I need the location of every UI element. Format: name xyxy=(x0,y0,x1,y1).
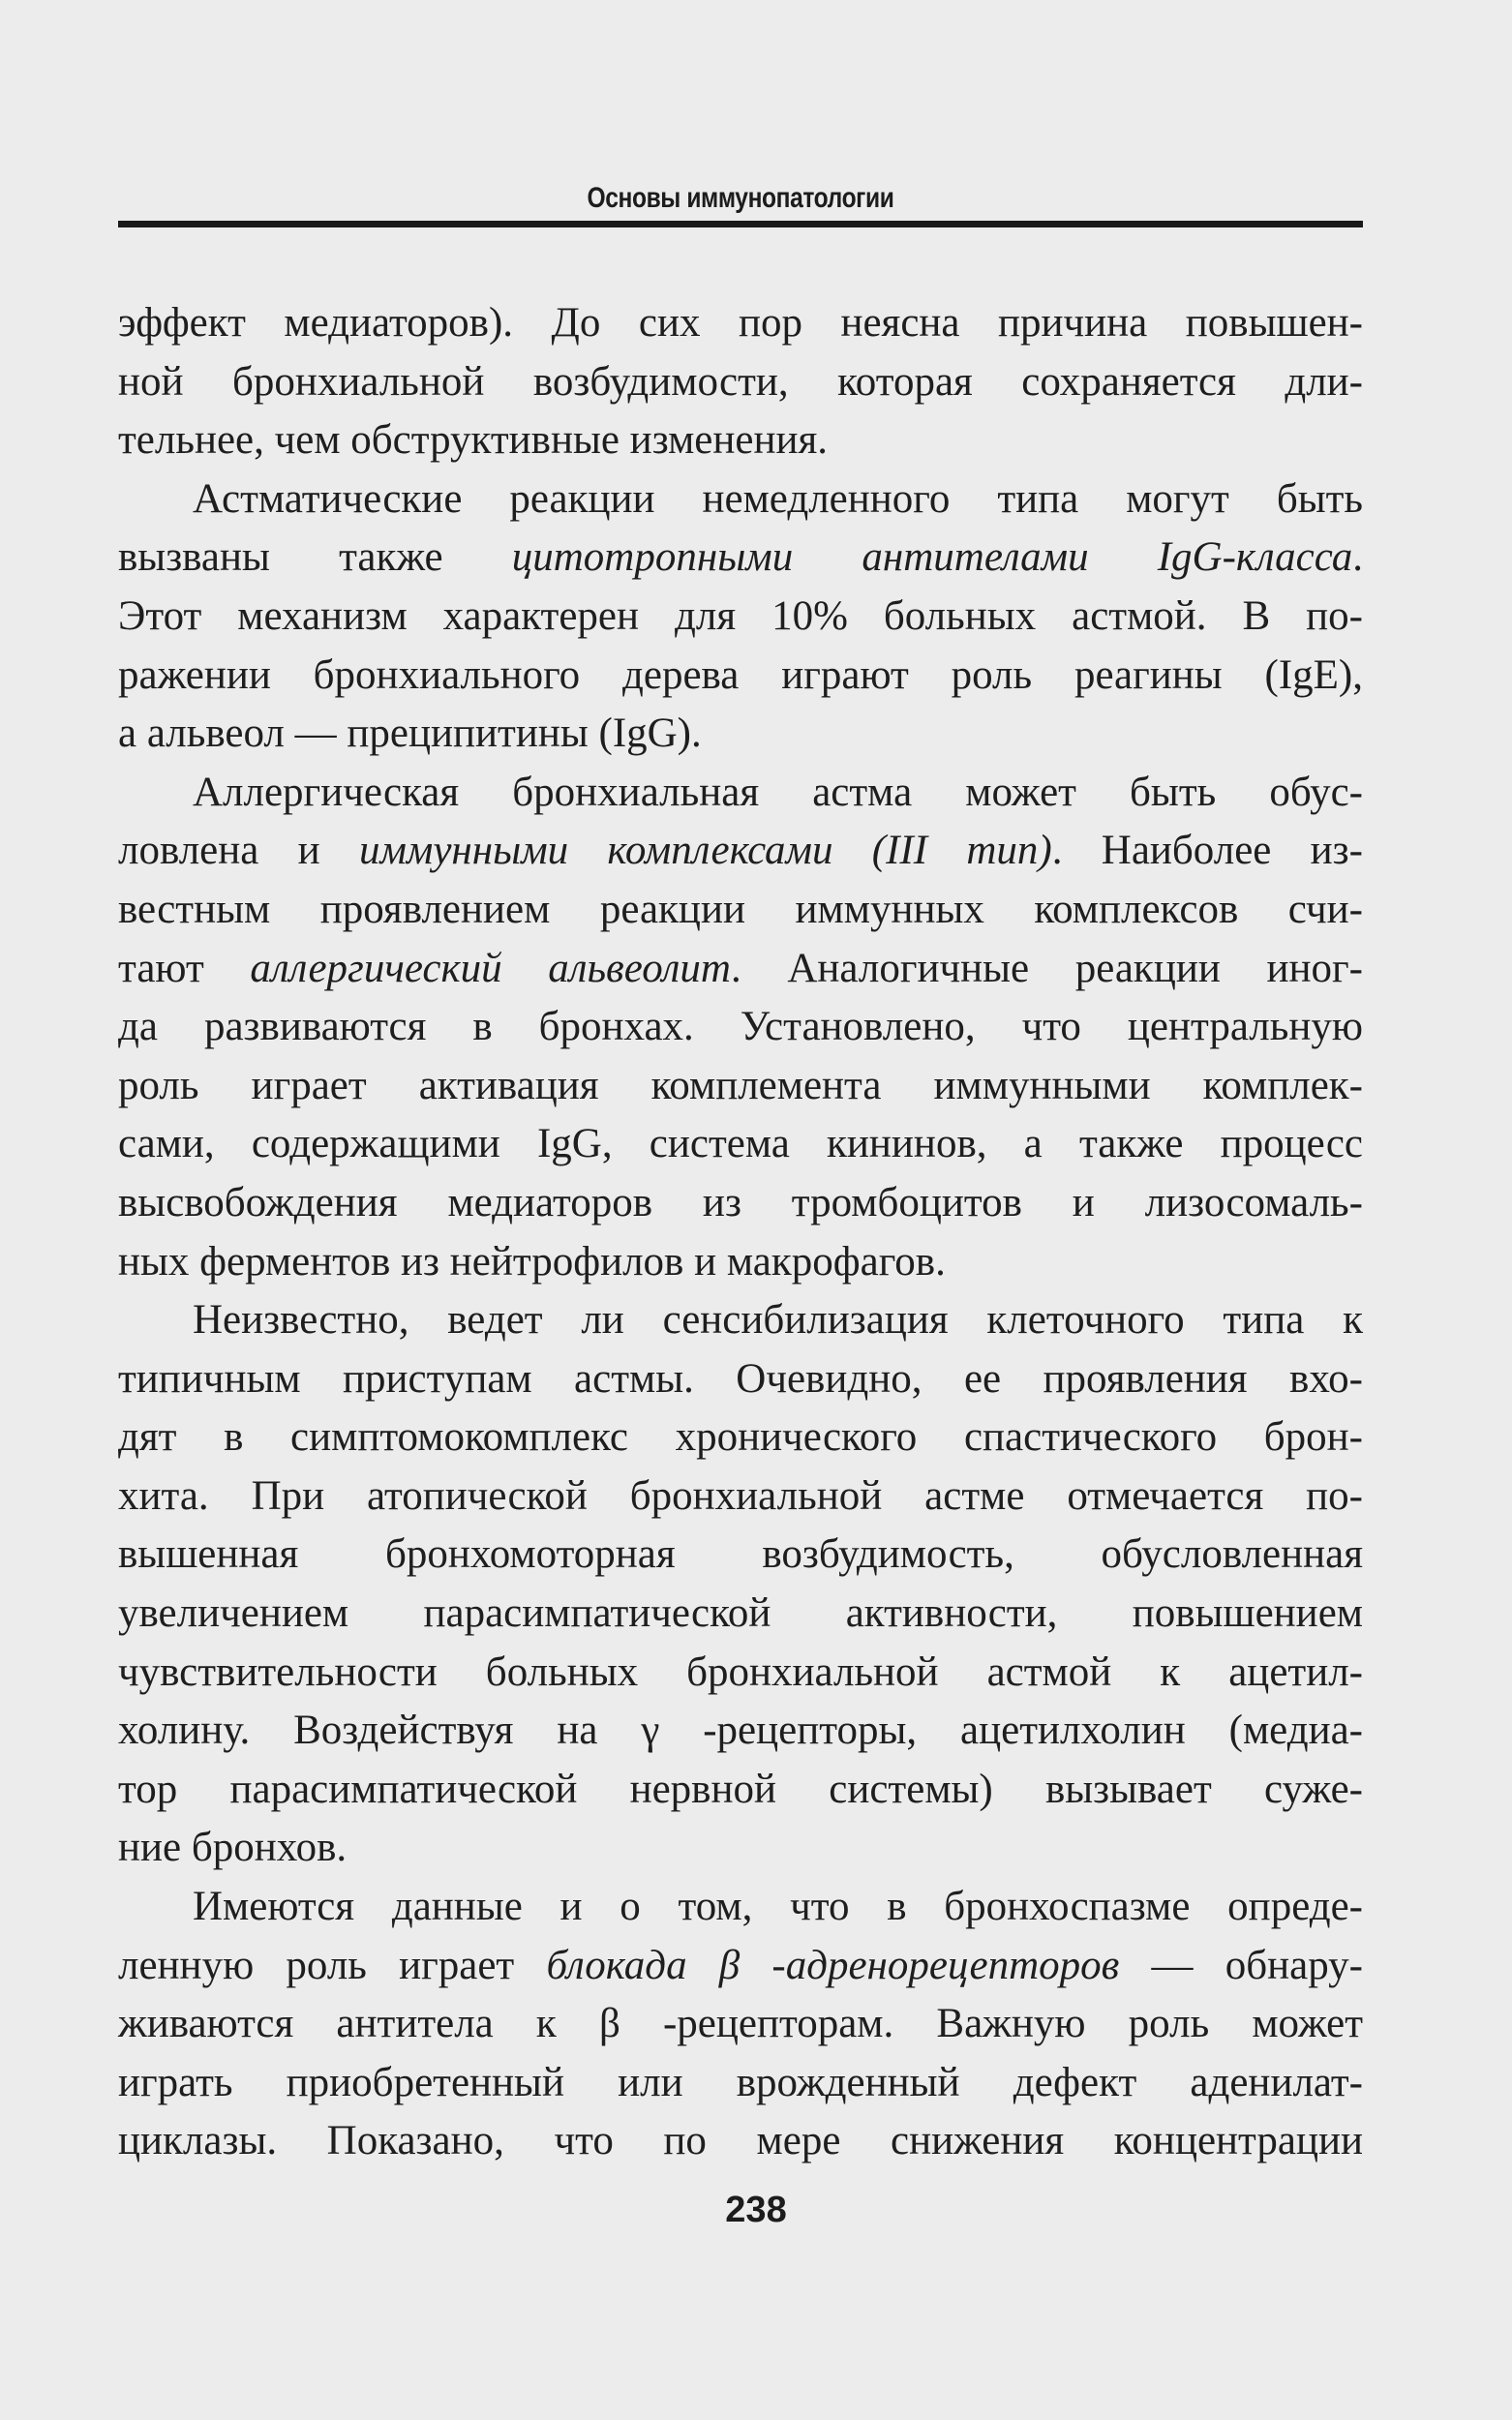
text-run: чувствительности больных бронхиальной астмой к ацетил- xyxy=(118,1649,1363,1695)
text-run: дят в симптомокомплекс хронического спастического брон- xyxy=(118,1414,1363,1461)
text-line xyxy=(118,647,1363,706)
text-line xyxy=(118,1233,1363,1292)
page-number: 238 xyxy=(725,2190,787,2230)
text-run: холину. Воздействуя на γ -рецепторы, ацетилхолин (медиа- xyxy=(118,1708,1363,1754)
text-line xyxy=(118,1644,1363,1703)
text-line xyxy=(118,1937,1363,1996)
running-head: Основы иммунопатологии xyxy=(587,182,894,214)
text-run: сами, содержащими IgG, система кининов, а также процесс xyxy=(118,1121,1363,1167)
emphasis-text: иммунными комплексами (III тип) xyxy=(358,828,1052,874)
text-line xyxy=(118,1702,1363,1761)
text-line xyxy=(118,1819,1363,1878)
paragraph xyxy=(118,764,1363,1291)
text-run: . Наиболее из- xyxy=(1051,828,1363,874)
text-line xyxy=(118,881,1363,940)
text-run: эффект медиаторов). До сих пор неясна причина повышен- xyxy=(118,300,1363,346)
header-rule xyxy=(118,221,1363,227)
text-line xyxy=(118,764,1363,823)
text-run: играть приобретенный или врожденный дефект аденилат- xyxy=(118,2059,1363,2105)
text-run: тор парасимпатической нервной системы) вызывает суже- xyxy=(118,1766,1363,1812)
text-run: хита. При атопической бронхиальной астме отмечается по- xyxy=(118,1472,1363,1519)
text-run: ной бронхиальной возбудимости, которая сохраняется дли- xyxy=(118,358,1363,405)
emphasis-text: блокада β -адренорецепторов xyxy=(546,1942,1120,1988)
text-line xyxy=(118,1115,1363,1174)
text-line xyxy=(118,705,1363,764)
text-run: Имеются данные и о том, что в бронхоспазме опреде- xyxy=(193,1884,1363,1930)
emphasis-text: цитотропными антителами IgG-класса xyxy=(511,534,1353,581)
text-run: Астматические реакции немедленного типа могут быть xyxy=(193,475,1363,522)
text-line xyxy=(118,1291,1363,1350)
emphasis-text: аллергический альвеолит xyxy=(250,945,731,991)
paragraph xyxy=(118,1878,1363,2171)
text-line xyxy=(118,1467,1363,1527)
text-run: типичным приступам астмы. Очевидно, ее проявления вхо- xyxy=(118,1355,1363,1402)
text-line xyxy=(118,1761,1363,1820)
paragraph xyxy=(118,1291,1363,1878)
text-run: ловлена и xyxy=(118,828,359,874)
text-run: вестным проявлением реакции иммунных комплексов счи- xyxy=(118,886,1363,932)
text-run: живаются антитела к β -рецепторам. Важную роль может xyxy=(118,2001,1363,2047)
text-run: тельнее, чем обструктивные изменения. xyxy=(118,417,829,464)
text-run: тают xyxy=(118,945,251,991)
text-line xyxy=(118,1350,1363,1409)
text-line xyxy=(118,529,1363,588)
text-run: роль играет активация комплемента иммунными комплек- xyxy=(118,1062,1363,1108)
text-run: ных ферментов из нейтрофилов и макрофагов. xyxy=(118,1238,946,1285)
text-line xyxy=(118,940,1363,999)
text-run: вышенная бронхомоторная возбудимость, обусловленная xyxy=(118,1531,1363,1578)
text-run: ние бронхов. xyxy=(118,1825,348,1871)
text-line xyxy=(118,1174,1363,1233)
text-line xyxy=(118,1995,1363,2054)
text-line xyxy=(118,2112,1363,2171)
text-line xyxy=(118,294,1363,353)
text-line xyxy=(118,588,1363,647)
text-run: . Аналогичные реакции иног- xyxy=(730,945,1363,991)
text-run: высвобождения медиаторов из тромбоцитов и лизосомаль- xyxy=(118,1179,1363,1225)
text-run: — обнару- xyxy=(1119,1942,1363,1988)
text-run: ражении бронхиального дерева играют роль реагины (IgE), xyxy=(118,651,1363,698)
text-line xyxy=(118,2054,1363,2113)
text-run: циклазы. Показано, что по мере снижения концентрации xyxy=(118,2118,1363,2164)
text-run: увеличением парасимпатической активности, повышением xyxy=(118,1590,1363,1637)
paragraph xyxy=(118,470,1363,764)
text-line xyxy=(118,822,1363,881)
text-line xyxy=(118,1408,1363,1467)
text-run: Этот механизм характерен для 10% больных астмой. В по- xyxy=(118,592,1363,639)
text-run: вызваны также xyxy=(118,534,512,581)
text-run: . xyxy=(1352,534,1363,581)
text-line xyxy=(118,470,1363,529)
paragraph xyxy=(118,294,1363,470)
text-line xyxy=(118,353,1363,412)
text-line xyxy=(118,1057,1363,1116)
text-run: ленную роль играет xyxy=(118,1942,547,1988)
text-line xyxy=(118,411,1363,470)
text-run: да развиваются в бронхах. Установлено, что центральную xyxy=(118,1004,1363,1050)
text-line xyxy=(118,1585,1363,1644)
text-line xyxy=(118,1526,1363,1585)
text-line xyxy=(118,1878,1363,1937)
text-line xyxy=(118,998,1363,1057)
text-run: а альвеол — преципитины (IgG). xyxy=(118,711,702,757)
body-text xyxy=(118,294,1363,2171)
text-run: Неизвестно, ведет ли сенсибилизация клеточного типа к xyxy=(193,1297,1363,1344)
text-run: Аллергическая бронхиальная астма может быть обус- xyxy=(193,769,1363,815)
